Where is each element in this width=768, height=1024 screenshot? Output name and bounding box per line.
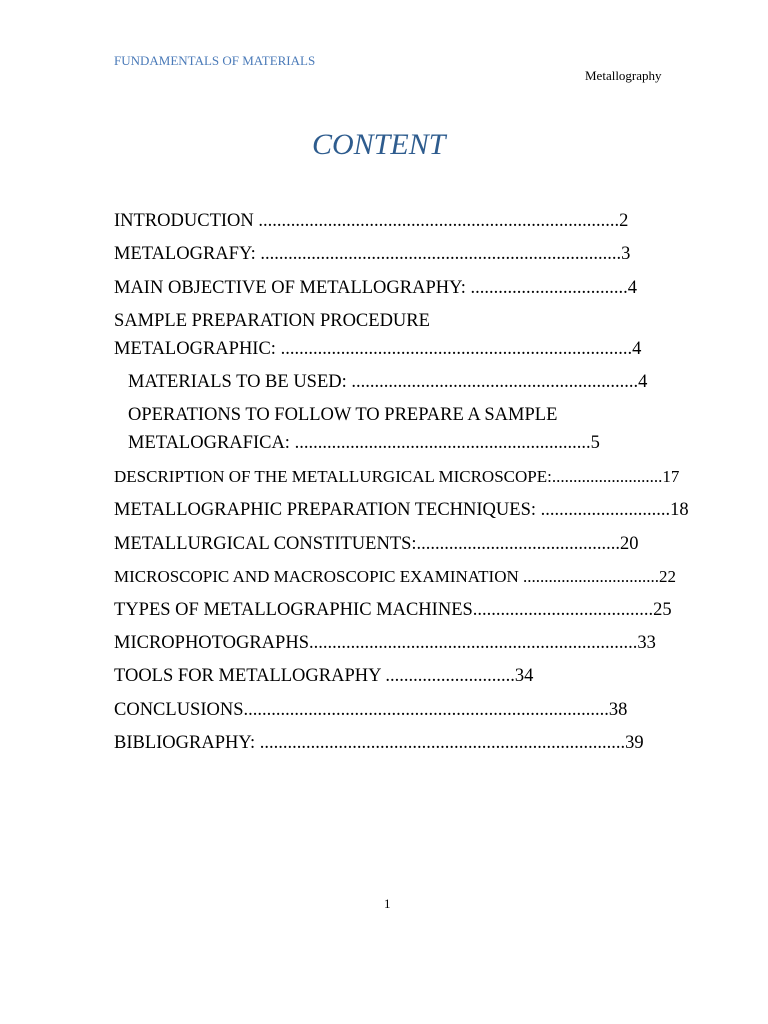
toc-entry-microphotographs: MICROPHOTOGRAPHS.......................................................................33 [114, 633, 656, 653]
toc-entry-bibliography: BIBLIOGRAPHY: ...............................................................................39 [114, 733, 644, 753]
toc-entry-tools: TOOLS FOR METALLOGRAPHY ............................34 [114, 666, 534, 686]
running-header-right: Metallography [585, 68, 662, 83]
page-title: CONTENT [312, 128, 446, 161]
toc-entry-main-objective: MAIN OBJECTIVE OF METALLOGRAPHY: ..................................4 [114, 278, 638, 298]
toc-entry-sample-preparation-line2: METALOGRAPHIC: ............................................................................4 [114, 339, 642, 359]
toc-entry-introduction: INTRODUCTION ..............................................................................2 [114, 211, 629, 231]
toc-entry-materials: MATERIALS TO BE USED: ..............................................................4 [128, 372, 648, 392]
page-number: 1 [384, 896, 391, 911]
toc-entry-operations-line2: METALOGRAFICA: ................................................................5 [128, 433, 600, 453]
toc-entry-metalografy: METALOGRAFY: ..............................................................................3 [114, 244, 631, 264]
toc-entry-metallographic-machines: TYPES OF METALLOGRAPHIC MACHINES.......................................25 [114, 600, 672, 620]
toc-entry-sample-preparation-line1: SAMPLE PREPARATION PROCEDURE [114, 311, 430, 331]
toc-entry-operations-line1: OPERATIONS TO FOLLOW TO PREPARE A SAMPLE [128, 405, 558, 425]
toc-entry-preparation-techniques: METALLOGRAPHIC PREPARATION TECHNIQUES: ............................18 [114, 500, 689, 520]
toc-entry-microscope-description: DESCRIPTION OF THE METALLURGICAL MICROSCOPE:..........................17 [114, 467, 680, 486]
toc-entry-conclusions: CONCLUSIONS...............................................................................38 [114, 700, 628, 720]
toc-entry-metallurgical-constituents: METALLURGICAL CONSTITUENTS:............................................20 [114, 534, 639, 554]
toc-entry-microscopic-examination: MICROSCOPIC AND MACROSCOPIC EXAMINATION ................................22 [114, 567, 677, 586]
running-header-left: FUNDAMENTALS OF MATERIALS [114, 53, 316, 68]
